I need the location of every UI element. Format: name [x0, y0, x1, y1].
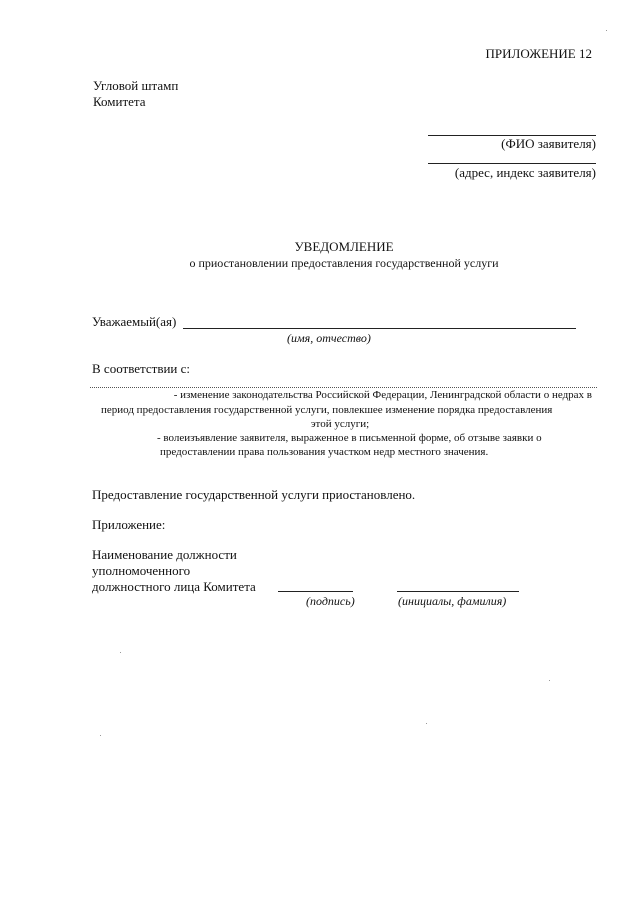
attachment-label: Приложение: — [92, 517, 166, 532]
corner-stamp-label: Угловой штамп — [93, 78, 179, 93]
full-name-caption: (инициалы, фамилия) — [398, 594, 507, 608]
greeting-label: Уважаемый(ая) — [92, 314, 177, 329]
signature-caption: (подпись) — [306, 594, 355, 608]
scan-speck — [606, 30, 607, 31]
appendix-number: ПРИЛОЖЕНИЕ 12 — [485, 46, 592, 61]
accordance-divider — [90, 387, 597, 388]
reason-1-line-2: период предоставления государственной услуги, повлекшее изменение порядка предоставления — [101, 404, 553, 416]
document-subtitle: о приостановлении предоставления государственной услуги — [189, 256, 499, 270]
name-caption: (имя, отчество) — [287, 331, 371, 345]
suspension-statement: Предоставление государственной услуги приостановлено. — [92, 487, 416, 502]
reason-2-line-1: - волеизъявление заявителя, выраженное в письменной форме, об отзыве заявки о — [157, 432, 542, 444]
reason-1-line-1: - изменение законодательства Российской Федерации, Ленинградской области о недрах в — [173, 389, 592, 401]
scan-speck — [426, 723, 427, 724]
reason-1-line-3: этой услуги; — [310, 418, 370, 430]
accordance-label: В соответствии с: — [92, 361, 191, 376]
committee-label: Комитета — [93, 94, 146, 109]
name-line — [183, 328, 576, 329]
position-line-2: уполномоченного — [92, 563, 191, 578]
address-caption: (адрес, индекс заявителя) — [454, 165, 596, 180]
scan-speck — [120, 652, 121, 653]
scan-speck — [100, 735, 101, 736]
fio-caption: (ФИО заявителя) — [501, 136, 596, 151]
position-line-1: Наименование должности — [92, 547, 237, 562]
reason-2-line-2: предоставлении права пользования участком недр местного значения. — [160, 446, 489, 458]
signature-line — [278, 591, 353, 592]
document-title: УВЕДОМЛЕНИЕ — [294, 239, 394, 254]
full-name-line — [397, 591, 519, 592]
address-line — [428, 163, 596, 164]
scan-speck — [549, 680, 550, 681]
position-line-3: должностного лица Комитета — [92, 579, 256, 594]
